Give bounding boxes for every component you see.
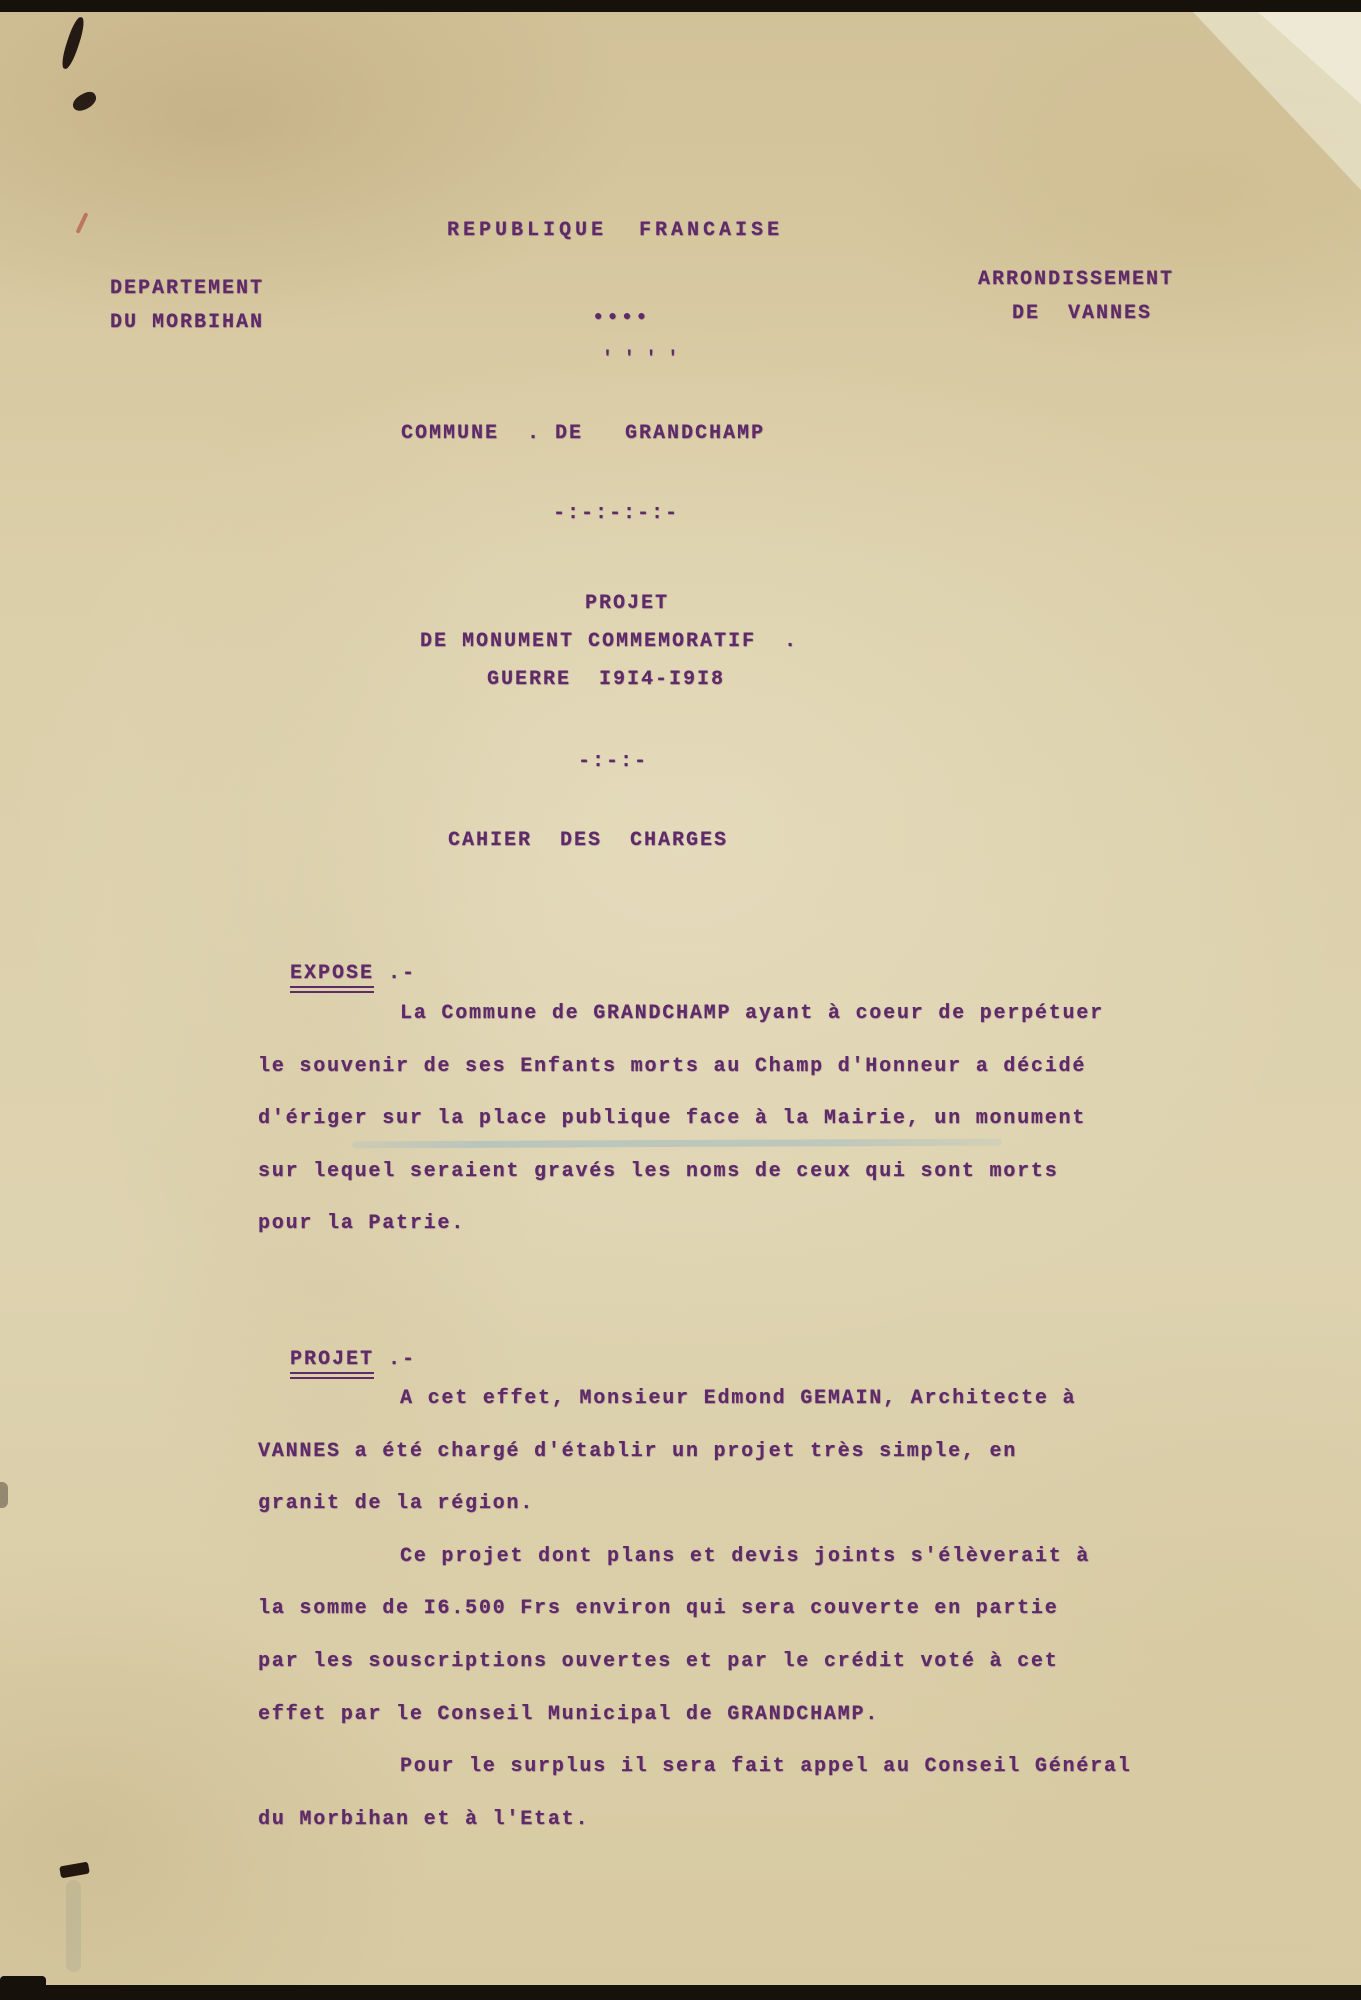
red-pen-speck <box>76 212 89 234</box>
paragraph-line: le souvenir de ses Enfants morts au Champ d'Honneur a décidé <box>258 1054 1087 1078</box>
arrondissement-label: ARRONDISSEMENT <box>978 268 1175 291</box>
project-title-line1: PROJET <box>585 592 670 615</box>
ornament-ticks: '''' <box>602 349 690 369</box>
staple-mark-bottom-left <box>59 1862 90 1879</box>
paragraph-line: La Commune de GRANDCHAMP ayant à coeur de perpétuer <box>400 1002 1104 1025</box>
paragraph-line: Ce projet dont plans et devis joints s'élèverait à <box>400 1544 1091 1568</box>
paragraph-line: du Morbihan et à l'Etat. <box>258 1807 590 1831</box>
paragraph-line: granit de la région. <box>258 1492 535 1516</box>
paragraph-line: sur lequel seraient gravés les noms de ceux qui sont morts <box>258 1159 1059 1183</box>
separator-1: -:-:-:-:- <box>553 502 680 525</box>
scan-edge-bottom-left-bump <box>0 1976 46 1988</box>
paragraph-line: la somme de I6.500 Frs environ qui sera couverte en partie <box>258 1597 1059 1621</box>
edge-speck-left <box>0 1482 8 1508</box>
project-title-line2: DE MONUMENT COMMEMORATIF . <box>420 630 799 653</box>
subject-line: CAHIER DES CHARGES <box>448 829 729 852</box>
departement-name: DU MORBIHAN <box>110 311 265 334</box>
separator-2: -:-:- <box>578 750 649 773</box>
commune-line: COMMUNE . DE GRANDCHAMP <box>401 422 766 445</box>
section-heading-projet <box>262 1330 416 1379</box>
paragraph-line: d'ériger sur la place publique face à la Mairie, un monument <box>258 1107 1087 1131</box>
stain-bottom-left <box>66 1880 81 1972</box>
tear-blob-top-left <box>70 89 99 114</box>
projet-heading-text: PROJET <box>290 1350 374 1379</box>
paragraph-line: par les souscriptions ouvertes et par le crédit voté à cet <box>258 1649 1059 1673</box>
tear-mark-top-left <box>59 15 87 70</box>
scan-edge-top <box>0 0 1361 12</box>
expose-heading-suffix: .- <box>374 962 417 985</box>
project-title-line3: GUERRE I9I4-I9I8 <box>487 668 726 691</box>
paragraph-line: pour la Patrie. <box>258 1212 466 1236</box>
departement-label: DEPARTEMENT <box>110 277 265 300</box>
paragraph-line: A cet effet, Monsieur Edmond GEMAIN, Architecte à <box>400 1387 1077 1410</box>
ornament-dots: ●●●● <box>594 309 652 325</box>
arrondissement-name: DE VANNES <box>1012 302 1153 325</box>
paragraph-line: effet par le Conseil Municipal de GRANDCHAMP. <box>258 1702 880 1726</box>
paragraph-line: VANNES a été chargé d'établir un projet très simple, en <box>258 1439 1018 1463</box>
republique-title: REPUBLIQUE FRANCAISE <box>447 219 784 242</box>
expose-heading-text: EXPOSE <box>290 964 374 993</box>
projet-paragraph <box>258 1373 1158 1846</box>
scan-edge-bottom <box>0 1985 1361 2000</box>
expose-paragraph <box>258 988 1158 1251</box>
section-heading-expose <box>262 944 416 993</box>
projet-heading-suffix: .- <box>374 1348 417 1371</box>
paragraph-line: Pour le surplus il sera fait appel au Conseil Général <box>400 1755 1132 1779</box>
